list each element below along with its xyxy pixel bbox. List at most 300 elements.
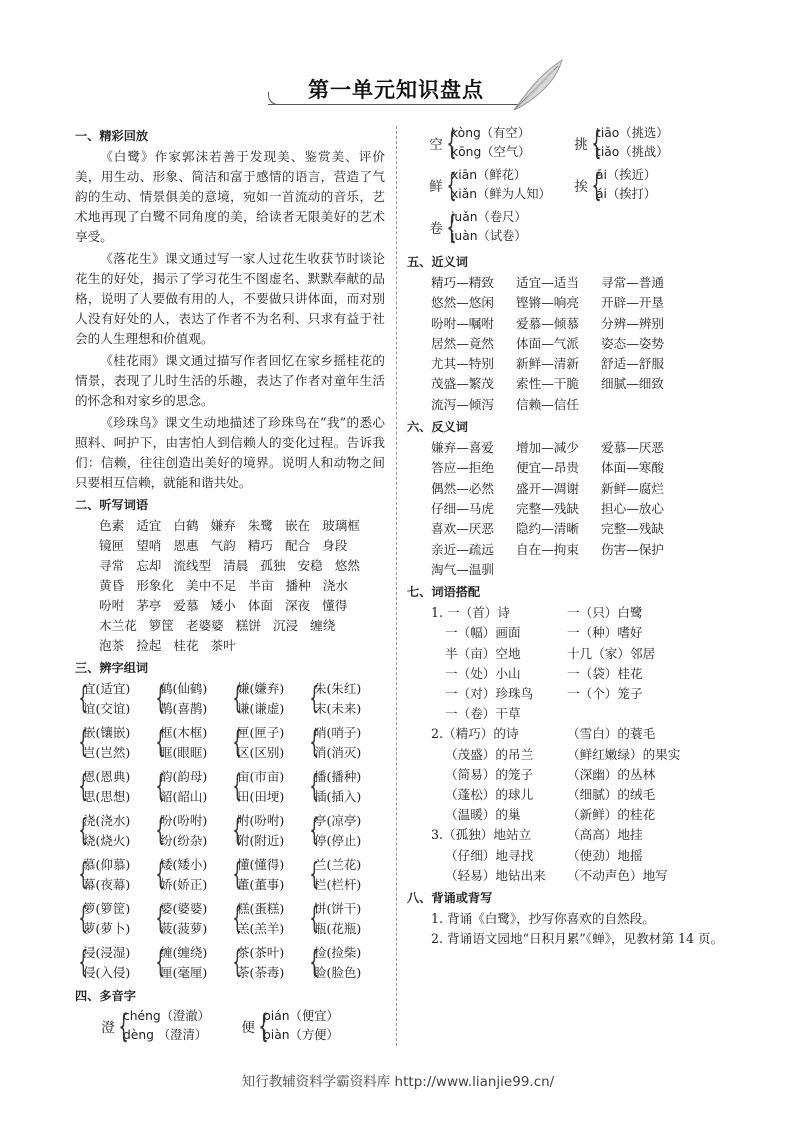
reading: kòng（有空） — [451, 126, 530, 140]
brace: { — [309, 945, 320, 980]
paragraph: 《白鹭》作家郭沫若善于发现美、鉴赏美、评价美，用生动、形象、简洁和富于感情的语言，营造了气韵的生动、情景俱美的意境，宛如一首流动的音乐，艺术地再现了白鹭不同角度的美，给读者无限美好的艺术享受。 — [75, 149, 385, 244]
brace: { — [155, 725, 166, 760]
synonym-pair-row — [407, 374, 727, 394]
dictation-word: 箩筐 — [148, 618, 174, 633]
dictation-word: 美中不足 — [185, 578, 237, 593]
char-word: 栏(栏杆) — [314, 877, 362, 892]
feather-icon — [508, 56, 568, 114]
dictation-word: 朱鹭 — [247, 518, 273, 533]
brace: { — [446, 208, 457, 246]
char-pair — [77, 767, 154, 807]
collocation-item: （茂盛）的吊兰 — [445, 746, 534, 762]
brace: { — [309, 681, 320, 716]
right-column — [407, 124, 727, 949]
collocation-row — [407, 724, 727, 744]
antonym-pair: 隐约—清晰 — [516, 521, 579, 537]
char-pair-words — [160, 679, 207, 719]
char-pair-words — [314, 767, 361, 807]
polyphone-row — [427, 124, 727, 166]
reading: tiāo（挑选） — [596, 126, 669, 140]
dictation-word: 缠绕 — [310, 618, 336, 633]
char-pair — [308, 855, 385, 895]
antonym-pair-row — [407, 458, 727, 478]
dictation-word: 糕饼 — [235, 618, 261, 633]
char-word: 匣(匣子) — [237, 725, 285, 740]
char-group-row — [77, 943, 385, 983]
collocation-item: （简易）的笼子 — [445, 766, 534, 782]
char-pair — [308, 679, 385, 719]
polyphone-item — [427, 124, 572, 162]
char-pair-words — [237, 679, 284, 719]
brace: { — [155, 769, 166, 804]
polyphone-item — [427, 208, 527, 246]
section-title: 四、多音字 — [75, 989, 136, 1003]
antonym-pair: 伤害—保护 — [601, 541, 664, 557]
polyphone-readings — [451, 166, 551, 204]
char-word: 饼(饼干) — [314, 901, 362, 916]
collocation-item: 一（袋）桂花 — [567, 665, 643, 681]
dictation-row — [75, 596, 385, 616]
brace: { — [309, 901, 320, 936]
polyphone-char: 卷 — [429, 221, 443, 237]
dictation-word: 镜匣 — [99, 538, 125, 553]
char-word: 缠(缠绕) — [160, 945, 208, 960]
dictation-word: 气韵 — [210, 538, 236, 553]
dictation-word: 深夜 — [284, 598, 311, 613]
char-group-row — [77, 679, 385, 719]
char-word: 捡(捡柴) — [314, 945, 362, 960]
dictation-word: 色素 — [99, 518, 125, 533]
collocation-item: 一（个）笼子 — [567, 685, 643, 701]
brace: { — [309, 725, 320, 760]
char-word: 附(附近) — [237, 833, 285, 848]
brace: { — [232, 681, 243, 716]
section-title: 八、背诵或背写 — [407, 891, 493, 905]
dictation-word: 体面 — [247, 598, 273, 613]
char-word: 嫌(嫌弃) — [237, 681, 285, 696]
antonym-pair: 增加—减少 — [516, 440, 579, 456]
char-word: 懂(懂得) — [237, 857, 285, 872]
brace: { — [118, 1007, 129, 1045]
polyphone-char: 挨 — [574, 179, 588, 195]
reading: tiǎo（挑战） — [596, 145, 669, 159]
reading: dèng （澄清） — [123, 1028, 208, 1042]
collocation-row — [407, 745, 727, 765]
brace: { — [309, 857, 320, 892]
char-pair — [154, 899, 231, 939]
dictation-word: 半亩 — [248, 578, 274, 593]
char-word: 糕(蛋糕) — [237, 901, 285, 916]
char-pair-words — [160, 767, 207, 807]
char-pair — [308, 767, 385, 807]
dictation-row — [75, 556, 385, 576]
char-word: 荼(荼毒) — [237, 965, 285, 980]
column-divider — [396, 126, 397, 1046]
char-pair — [77, 723, 154, 763]
dictation-word: 形象化 — [136, 578, 174, 593]
synonym-pair: 寻常—普通 — [601, 275, 664, 290]
antonym-pair-row — [407, 438, 727, 458]
antonym-pair: 喜欢—厌恶 — [431, 521, 494, 537]
dictation-word: 安稳 — [297, 558, 323, 573]
collocation-item: 2.（精巧）的诗 — [431, 726, 519, 742]
antonym-pair: 爱慕—厌恶 — [601, 440, 664, 456]
dictation-word: 浇水 — [322, 578, 348, 593]
dictation-row — [75, 576, 385, 596]
char-pair — [308, 943, 385, 983]
char-word: 消(消灭) — [314, 745, 362, 760]
collocation-item: （不动声色）地写 — [567, 867, 668, 883]
char-pair — [308, 899, 385, 939]
synonym-pair: 居然—竟然 — [431, 335, 494, 351]
dictation-word: 木兰花 — [99, 618, 137, 633]
brace: { — [155, 901, 166, 936]
recite-list — [407, 909, 727, 949]
collocation-row — [407, 765, 727, 785]
char-group-row — [77, 899, 385, 939]
char-pair-words — [160, 899, 207, 939]
polyphone-continued — [407, 124, 727, 250]
synonym-pair: 体面—气派 — [516, 335, 579, 351]
dictation-word: 播种 — [285, 578, 311, 593]
char-pair-words — [83, 811, 130, 851]
char-pair — [308, 811, 385, 851]
brace: { — [78, 857, 89, 892]
distinguish-chars-list — [75, 679, 385, 983]
polyphone-readings — [123, 1007, 210, 1045]
polyphone-readings — [596, 124, 669, 162]
collocation-item: （温暖）的巢 — [445, 807, 521, 823]
paragraph: 《珍珠鸟》课文生动地描述了珍珠鸟在“我”的悉心照料、呵护下，由害怕人到信赖人的变化过程。告诉我们：信赖，往往创造出美好的境界。说明人和动物之间只要相互信赖，就能和谐共处。 — [75, 415, 385, 490]
char-pair — [77, 855, 154, 895]
dictation-word: 寻常 — [99, 558, 125, 573]
dictation-word: 嫌弃 — [210, 518, 236, 533]
dictation-word: 恩惠 — [173, 538, 199, 553]
collocation-item: （仔细）地寻找 — [445, 847, 534, 863]
char-word: 脸(脸色) — [314, 965, 362, 980]
footer-watermark: 知行教辅资料学霸资料库 http://www.lianjie99.cn/ — [241, 1074, 555, 1090]
char-pair — [308, 723, 385, 763]
dictation-word: 精巧 — [247, 538, 273, 553]
char-word: 羔(羔羊) — [237, 921, 285, 936]
dictation-word: 身段 — [322, 538, 348, 553]
char-word: 鹊(喜鹊) — [160, 701, 208, 716]
char-word: 厘(毫厘) — [160, 965, 208, 980]
reading: biàn（方便） — [263, 1028, 339, 1042]
brace: { — [232, 813, 243, 848]
brace: { — [78, 813, 89, 848]
char-word: 浇(浇水) — [83, 813, 131, 828]
recite-item: 2. 背诵语文园地“日积月累”《蝉》，见教材第 14 页。 — [431, 931, 724, 946]
char-pair-words — [83, 943, 130, 983]
synonym-pair: 舒适—舒服 — [601, 356, 664, 372]
antonym-pair-row — [407, 479, 727, 499]
char-word: 眶(眼眶) — [160, 745, 208, 760]
paragraph: 《落花生》课文通过写一家人过花生收获节时谈论花生的好处，揭示了学习花生不图虚名、默默奉献的品格，说明了人要做有用的人，不要做只讲体面，而对别人没有好处的人，表达了作者不为名利、只求有益于社会的人生理想和价值观。 — [75, 251, 385, 346]
synonym-pair: 茂盛—繁茂 — [431, 376, 494, 392]
collocation-item: （使劲）地摇 — [567, 847, 643, 863]
char-group-row — [77, 723, 385, 763]
dictation-list — [75, 516, 385, 656]
char-pair-words — [160, 855, 207, 895]
dictation-word: 爱慕 — [173, 598, 199, 613]
char-word: 浸(浸湿) — [83, 945, 131, 960]
collocation-item: 一（幅）画面 — [445, 625, 521, 641]
char-pair — [231, 723, 308, 763]
dictation-word: 玻璃框 — [322, 518, 360, 533]
brace: { — [155, 945, 166, 980]
char-pair — [154, 723, 231, 763]
polyphone-char: 挑 — [574, 137, 588, 153]
collocation-item: （细腻）的绒毛 — [567, 786, 656, 802]
synonym-pair: 吩咐—嘱咐 — [431, 315, 494, 331]
char-word: 区(区别) — [237, 745, 285, 760]
collocation-item: 一（种）嗜好 — [567, 625, 643, 641]
char-word: 幕(夜幕) — [83, 877, 131, 892]
brace: { — [232, 769, 243, 804]
char-word: 韵(韵母) — [160, 769, 208, 784]
char-pair-words — [314, 679, 361, 719]
char-pair-words — [237, 855, 284, 895]
reading: xiǎn（鲜为人知） — [451, 187, 551, 201]
brace: { — [155, 681, 166, 716]
reading: xiān（鲜花） — [451, 168, 527, 182]
antonym-pair: 新鲜—腐烂 — [601, 480, 664, 496]
char-pair — [154, 811, 231, 851]
char-word: 嵌(镶嵌) — [83, 725, 131, 740]
char-group-row — [77, 855, 385, 895]
brace: { — [78, 945, 89, 980]
char-pair-words — [83, 767, 130, 807]
char-word: 亭(凉亭) — [314, 813, 362, 828]
collocation-item: （深幽）的丛林 — [567, 766, 656, 782]
char-pair-words — [237, 767, 284, 807]
synonym-pair: 分辨—辨别 — [601, 315, 664, 331]
collocation-row — [407, 684, 727, 704]
dictation-word: 嵌在 — [284, 518, 311, 533]
synonym-pair-row — [407, 273, 727, 293]
reading: juàn（试卷） — [451, 229, 527, 243]
char-pair-words — [160, 811, 207, 851]
polyphone-char: 鲜 — [429, 179, 443, 195]
antonym-pair: 答应—拒绝 — [431, 460, 494, 476]
section-title: 五、近义词 — [407, 255, 468, 269]
synonym-pair-row — [407, 334, 727, 354]
dictation-word: 矮小 — [210, 598, 236, 613]
char-pair — [77, 679, 154, 719]
title-banner — [268, 62, 568, 110]
polyphone-readings — [451, 208, 527, 246]
char-word: 谊(交谊) — [83, 701, 131, 716]
dictation-word: 流线型 — [173, 558, 212, 573]
dictation-word: 吩咐 — [99, 598, 125, 613]
page-title: 第一单元知识盘点 — [308, 78, 484, 102]
collocation-row — [407, 866, 727, 886]
collocation-item: 3.（孤独）地站立 — [431, 827, 532, 843]
char-word: 菠(菠萝) — [160, 921, 208, 936]
antonym-pair-row — [407, 560, 727, 580]
collocation-item: 一（对）珍珠鸟 — [445, 685, 534, 701]
char-pair — [154, 767, 231, 807]
char-word: 烧(烧火) — [83, 833, 131, 848]
title-underline — [268, 104, 518, 105]
polyphone-item — [239, 1007, 339, 1045]
antonym-pair: 偶然—必然 — [431, 480, 494, 496]
brace: { — [232, 901, 243, 936]
polyphone-item — [572, 166, 656, 204]
char-pair-words — [314, 855, 361, 895]
char-word: 哨(哨子) — [314, 725, 362, 740]
antonym-pair: 仔细—马虎 — [431, 500, 494, 516]
section-title: 三、辨字组词 — [75, 661, 149, 675]
collocation-item: （蓬松）的球儿 — [445, 786, 534, 802]
synonym-pair: 精巧—精致 — [431, 275, 494, 290]
polyphone-item — [572, 124, 669, 162]
recite-item: 1. 背诵《白鹭》，抄写你喜欢的自然段。 — [431, 911, 655, 926]
antonym-list — [407, 438, 727, 580]
synonym-pair: 适宜—适当 — [516, 275, 579, 290]
brace: { — [78, 681, 89, 716]
char-word: 岂(岂然) — [83, 745, 131, 760]
char-word: 纷(纷杂) — [160, 833, 208, 848]
dictation-word: 泡茶 — [99, 638, 125, 653]
dictation-word: 茶叶 — [210, 638, 236, 653]
char-pair-words — [314, 899, 361, 939]
char-word: 亩(市亩) — [237, 769, 285, 784]
collocation-row — [407, 664, 727, 684]
dictation-word: 茅亭 — [136, 598, 162, 613]
polyphone-row — [75, 1007, 385, 1049]
synonym-pair: 姿态—姿势 — [601, 335, 664, 351]
collocation-row — [407, 704, 727, 724]
collocation-item: （新鲜）的桂花 — [567, 807, 656, 823]
synonym-pair: 信赖—信任 — [516, 396, 579, 412]
char-group-row — [77, 811, 385, 851]
polyphone-item — [427, 166, 572, 204]
collocation-item: （雪白）的蓑毛 — [567, 726, 656, 742]
char-word: 矮(矮小) — [160, 857, 208, 872]
dictation-word: 忘却 — [136, 558, 162, 573]
left-column — [75, 124, 385, 1049]
char-word: 思(思想) — [83, 789, 131, 804]
brace: { — [155, 813, 166, 848]
char-word: 兰(兰花) — [314, 857, 362, 872]
char-pair — [231, 855, 308, 895]
section-title: 一、精彩回放 — [75, 129, 149, 143]
char-word: 恩(恩典) — [83, 769, 131, 784]
char-pair-words — [237, 723, 284, 763]
char-word: 插(插入) — [314, 789, 362, 804]
char-pair — [231, 899, 308, 939]
synonym-pair: 新鲜—清新 — [516, 356, 579, 372]
antonym-pair-row — [407, 499, 727, 519]
antonym-pair: 体面—寒酸 — [601, 460, 664, 476]
brace: { — [591, 124, 602, 162]
collocation-item: （轻易）地钻出来 — [445, 867, 546, 883]
char-word: 朱(朱红) — [314, 681, 362, 696]
collocation-row — [407, 825, 727, 845]
synonym-pair-row — [407, 314, 727, 334]
char-word: 娇(娇正) — [160, 877, 208, 892]
char-pair — [231, 679, 308, 719]
char-word: 谦(谦虚) — [237, 701, 285, 716]
char-pair-words — [314, 943, 361, 983]
collocation-item: 一（卷）干草 — [445, 706, 521, 722]
dictation-word: 望哨 — [136, 538, 162, 553]
collocation-item: （高高）地挂 — [567, 827, 643, 843]
collocation-row — [407, 785, 727, 805]
dictation-word: 悠然 — [334, 558, 360, 573]
dictation-word: 桂花 — [173, 638, 199, 653]
antonym-pair-row — [407, 540, 727, 560]
char-word: 咐(吩咐) — [237, 813, 285, 828]
antonym-pair: 便宜—昂贵 — [516, 460, 579, 476]
char-pair — [154, 943, 231, 983]
dictation-word: 清晨 — [223, 558, 249, 573]
dictation-word: 白鹤 — [173, 518, 199, 533]
char-pair — [77, 811, 154, 851]
char-word: 宜(适宜) — [83, 681, 131, 696]
antonym-pair: 完整—残缺 — [516, 500, 579, 516]
char-word: 慕(仰慕) — [83, 857, 131, 872]
antonym-pair: 嫌弃—喜爱 — [431, 440, 494, 456]
collocation-item: 一（只）白鹭 — [567, 605, 643, 621]
dictation-word: 老婆婆 — [185, 618, 224, 633]
brace: { — [155, 857, 166, 892]
char-pair — [231, 767, 308, 807]
char-word: 茶(茶叶) — [237, 945, 285, 960]
char-word: 婆(婆婆) — [160, 901, 208, 916]
synonym-pair: 尤其—特别 — [431, 356, 494, 372]
char-word: 吩(吩咐) — [160, 813, 208, 828]
synonym-pair-row — [407, 395, 727, 415]
brace: { — [78, 901, 89, 936]
brace: { — [591, 166, 602, 204]
char-word: 韶(韶山) — [160, 789, 208, 804]
paragraph: 《桂花雨》课文通过描写作者回忆在家乡摇桂花的情景，表现了儿时生活的乐趣，表达了作者对童年生活的怀念和对家乡的思念。 — [75, 353, 385, 408]
char-word: 萝(萝卜) — [83, 921, 131, 936]
polyphone-readings — [596, 166, 656, 204]
char-pair-words — [237, 811, 284, 851]
dictation-word: 沉浸 — [272, 618, 299, 633]
collocation-row — [407, 805, 727, 825]
section-title: 二、听写词语 — [75, 498, 149, 512]
dictation-row — [75, 636, 385, 656]
char-pair-words — [83, 855, 130, 895]
char-pair — [154, 855, 231, 895]
dictation-word: 孤独 — [260, 558, 286, 573]
char-word: 末(未来) — [314, 701, 362, 716]
brace: { — [232, 857, 243, 892]
collocation-list — [407, 603, 727, 886]
char-pair — [154, 679, 231, 719]
polyphone-readings — [263, 1007, 339, 1045]
synonym-pair: 悠然—悠闲 — [431, 295, 494, 311]
char-word: 框(木框) — [160, 725, 208, 740]
char-pair — [77, 899, 154, 939]
antonym-pair: 淘气—温驯 — [431, 561, 494, 577]
section-title: 七、词语搭配 — [407, 585, 481, 600]
synonym-pair: 索性—干脆 — [516, 376, 579, 392]
antonym-pair-row — [407, 519, 727, 539]
brace: { — [78, 725, 89, 760]
char-word: 播(播种) — [314, 769, 362, 784]
collocation-row — [407, 623, 727, 643]
brace: { — [309, 813, 320, 848]
char-pair-words — [237, 899, 284, 939]
char-pair-words — [83, 899, 130, 939]
brace: { — [78, 769, 89, 804]
